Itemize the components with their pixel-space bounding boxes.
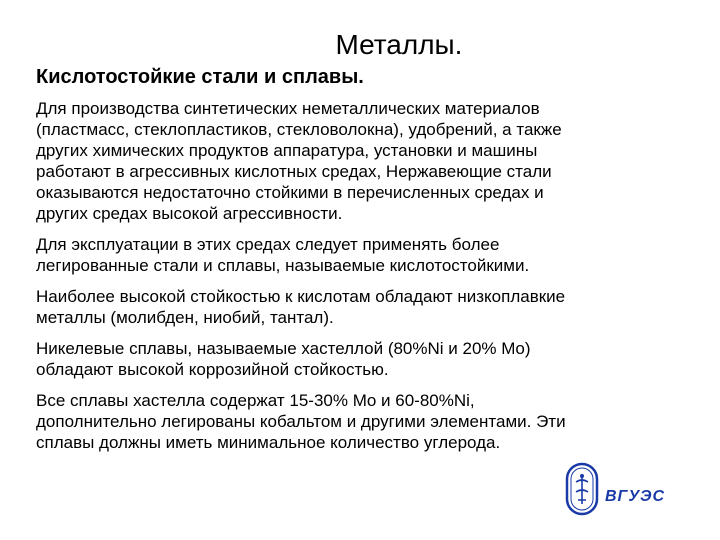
slide-title: Металлы. xyxy=(335,29,463,60)
slide-body xyxy=(36,98,696,463)
paragraph-5: Все сплавы хастелла содержат 15-30% Mo и 60-80%Ni, дополнительно легированы кобальтом и другими элементами. Эти сплавы должны иметь минимальное количество углерода. xyxy=(36,391,566,452)
logo-text: ВГУЭС xyxy=(605,488,666,505)
paragraph-2: Для эксплуатации в этих средах следует применять более легированные стали и сплавы, называемые кислотостойкими. xyxy=(36,235,530,275)
emblem-icon xyxy=(565,462,599,516)
paragraph-3: Наиболее высокой стойкостью к кислотам обладают низкоплавкие металлы (молибден, ниобий, тантал). xyxy=(36,287,566,327)
university-logo xyxy=(565,462,675,520)
slide-subtitle: Кислотостойкие стали и сплавы. xyxy=(36,66,364,88)
paragraph-4: Никелевые сплавы, называемые хастеллой (80%Ni и 20% Mo) обладают высокой коррозийной стойкостью. xyxy=(36,339,531,379)
paragraph-1: Для производства синтетических неметаллических материалов (пластмасс, стеклопластиков, стекловолокна), удобрений, а также других химических продуктов аппаратура, установки и машины работают в агрессивных кислотных средах, Нержавеющие стали оказываются недостаточно стойкими в перечисленных средах и других средах высокой агрессивности. xyxy=(36,99,562,223)
